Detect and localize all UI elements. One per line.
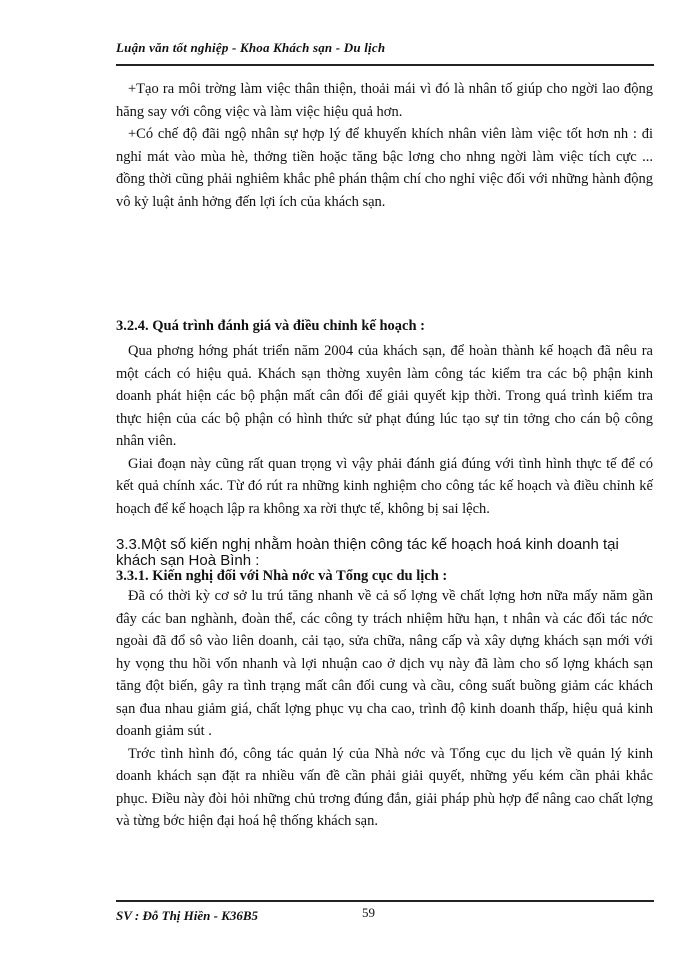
paragraph: Đã có thời kỳ cơ sở lu trú tăng nhanh về cả số lợng về chất lợng hơn nữa mấy năm gần đây các ban nghành, đoàn thể, các công ty trách nhiệm hữu hạn, t nhân và các đối tác nớc ngoài đã đổ sô vào liên doanh, cải tạo, sửa chữa, nâng cấp và xây dựng khách sạn mới với hy vọng thu hồi vốn nhanh và lợi nhuận cao ở dịch vụ này đã làm cho số lợng khách sạn tăng đột biến, gây ra tình trạng mất cân đối cung và cầu, công suất buồng giảm các khách sạn đua nhau giảm giá, chất lợng phục vụ cha cao, trình độ kinh doanh thấp, hiệu quả kinh doanh giảm sút . <box>116 588 653 739</box>
paragraph: Trớc tình hình đó, công tác quản lý của Nhà nớc và Tổng cục du lịch về quản lý kinh doanh khách sạn đặt ra nhiều vấn đề cần phải giải quyết, những yếu kém cần phải khắc phục. Điều này đòi hỏi những chủ trơng đúng đắn, giải pháp phù hợp để nâng cao chất lợng và từng bớc hiện đại hoá hệ thống khách sạn. <box>116 745 653 829</box>
header-rule <box>116 64 654 66</box>
paragraph: Giai đoạn này cũng rất quan trọng vì vậy phải đánh giá đúng với tình hình thực tế để có kết quả chính xác. Từ đó rút ra những kinh nghiệm cho công tác kế hoạch và điều chỉnh kế hoạch để kế hoạch lập ra không xa rời thực tế, không bị sai lệch. <box>116 455 653 517</box>
section-3-3-1-body <box>116 585 653 833</box>
footer-author: SV : Đỗ Thị Hiền - K36B5 <box>116 908 259 923</box>
footer-rule <box>116 900 654 902</box>
section-3-2-4-body <box>116 340 653 520</box>
running-header: Luận văn tốt nghiệp - Khoa Khách sạn - Du lịch <box>116 40 386 55</box>
block-staff-policy <box>116 78 653 213</box>
page-number: 59 <box>362 905 375 920</box>
section-heading-3-3-1: 3.3.1. Kiến nghị đối với Nhà nớc và Tổng cục du lịch : <box>116 568 448 584</box>
section-heading-3-2-4: 3.2.4. Quá trình đánh giá và điều chỉnh kế hoạch : <box>116 318 426 334</box>
paragraph: +Tạo ra môi trờng làm việc thân thiện, thoải mái vì đó là nhân tố giúp cho ngời lao động hăng say với công việc và làm việc hiệu quả hơn. <box>116 81 653 120</box>
paragraph: Qua phơng hớng phát triển năm 2004 của khách sạn, để hoàn thành kế hoạch đã nêu ra một cách có hiệu quả. Khách sạn thờng xuyên làm công tác kiểm tra các bộ phận kinh doanh phát hiện các bộ phận mất cân đối để giải quyết kịp thời. Trong quá trình kiểm tra thực hiện của các bộ phận có hình thức sử phạt đúng lúc tạo sự tin tởng cho cán bộ công nhân viên. <box>116 343 653 449</box>
paragraph: +Có chế độ đãi ngộ nhân sự hợp lý để khuyến khích nhân viên làm việc tốt hơn nh : đi nghỉ mát vào mùa hè, thởng tiền hoặc tăng bậc lơng cho nhng ngời làm việc tích cực ... đồng thời cũng phải nghiêm khắc phê phán thậm chí cho nghỉ việc đối với những hành động vô kỷ luật ảnh hởng đến lợi ích của khách sạn. <box>116 126 653 210</box>
section-heading-3-3: 3.3.Một số kiến nghị nhằm hoàn thiện công tác kế hoạch hoá kinh doanh tại khách sạn Hoà Bình : <box>116 536 619 569</box>
